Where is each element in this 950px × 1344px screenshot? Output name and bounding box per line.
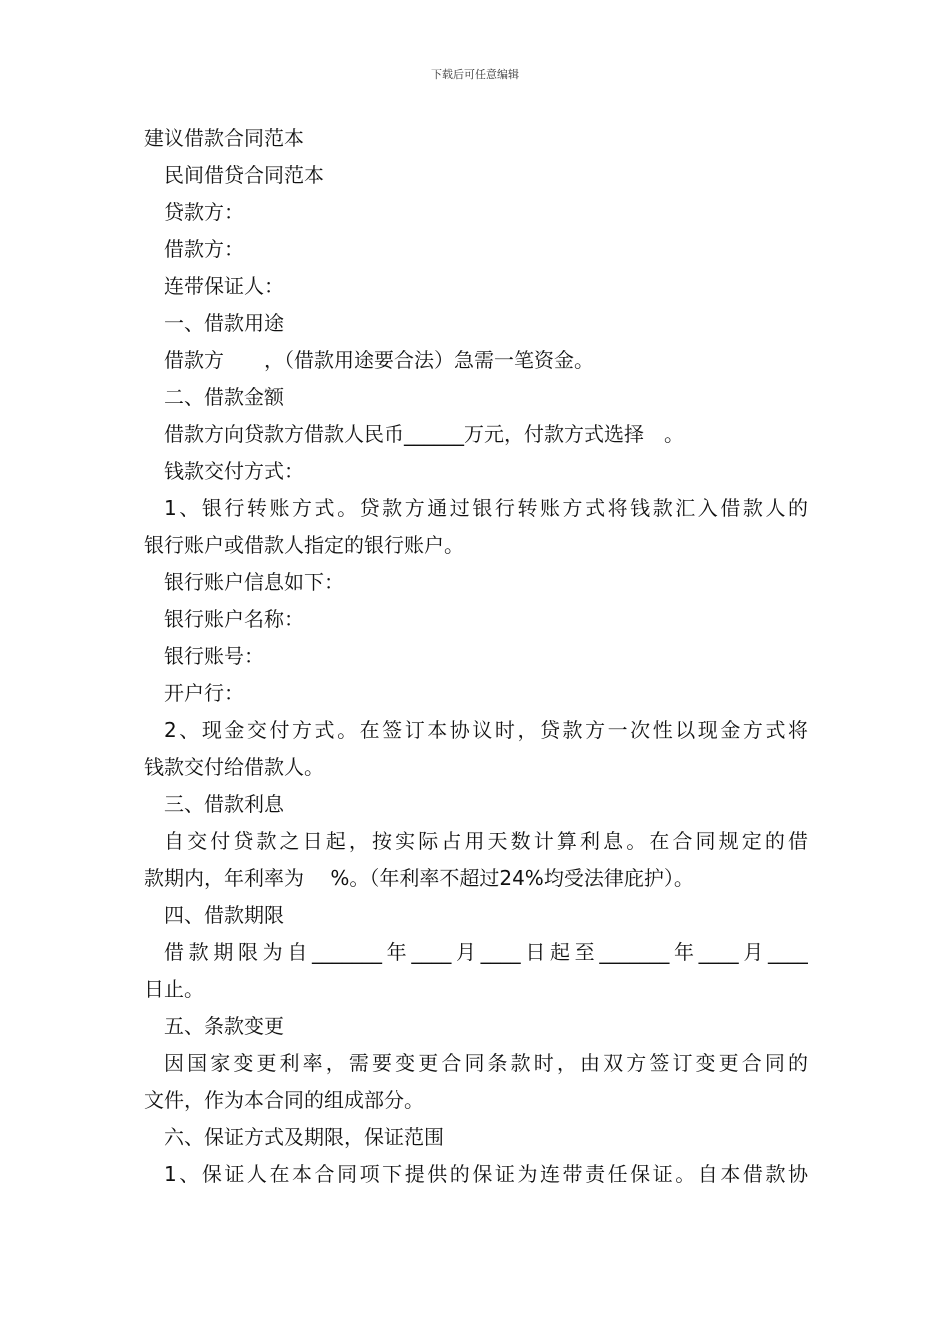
document-line: 借款方：	[164, 237, 244, 261]
document-line: 贷款方：	[164, 200, 244, 224]
document-line: 四、借款期限	[164, 903, 284, 927]
document-line: 钱款交付方式：	[164, 459, 304, 483]
document-title: 建议借款合同范本	[144, 126, 304, 150]
document-line: 借款方 ，（借款用途要合法）急需一笔资金。	[164, 348, 594, 372]
document-line: 连带保证人：	[164, 274, 284, 298]
document-line: 开户行：	[164, 681, 244, 705]
document-body	[144, 120, 808, 1193]
document-line: 银行账号：	[164, 644, 264, 668]
document-line: 银行账户信息如下：	[164, 570, 344, 594]
document-line: 借款方向贷款方借款人民币______万元，付款方式选择 。	[164, 422, 684, 446]
document-line: 二、借款金额	[164, 385, 284, 409]
document-line: 日止。	[144, 977, 204, 1001]
document-line: 一、借款用途	[164, 311, 284, 335]
document-line: 六、保证方式及期限，保证范围	[164, 1125, 444, 1149]
document-line: 1、银行转账方式。贷款方通过银行转账方式将钱款汇入借款人的	[164, 496, 808, 520]
document-line: 文件，作为本合同的组成部分。	[144, 1088, 424, 1112]
document-line: 民间借贷合同范本	[164, 163, 324, 187]
document-line: 因国家变更利率，需要变更合同条款时，由双方签订变更合同的	[164, 1051, 808, 1075]
document-line: 款期内，年利率为 %。（年利率不超过24%均受法律庇护）。	[144, 866, 694, 890]
document-line: 1、保证人在本合同项下提供的保证为连带责任保证。自本借款协	[164, 1162, 808, 1186]
page-header: 下载后可任意编辑	[431, 68, 519, 81]
document-line: 银行账户或借款人指定的银行账户。	[144, 533, 464, 557]
document-line: 钱款交付给借款人。	[144, 755, 324, 779]
document-line: 借款期限为自_______年____月____日起至_______年____月____	[164, 940, 808, 964]
document-line: 2、现金交付方式。在签订本协议时，贷款方一次性以现金方式将	[164, 718, 808, 742]
document-line: 三、借款利息	[164, 792, 284, 816]
document-line: 银行账户名称：	[164, 607, 304, 631]
document-line: 五、条款变更	[164, 1014, 284, 1038]
document-line: 自交付贷款之日起，按实际占用天数计算利息。在合同规定的借	[164, 829, 808, 853]
